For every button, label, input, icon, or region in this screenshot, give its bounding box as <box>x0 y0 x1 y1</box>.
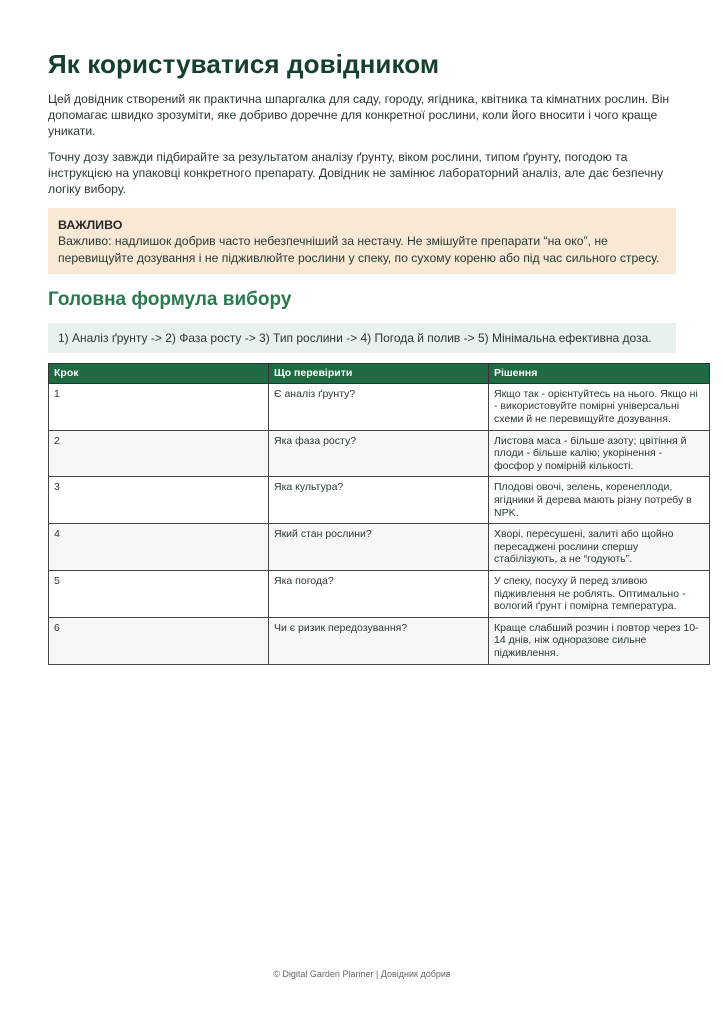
page-title: Як користуватися довідником <box>48 49 440 79</box>
cell-decision: Листова маса - більше азоту; цвітіння й плоди - більше калію; укорінення - фосфор у помірній кількості. <box>489 430 710 477</box>
document-page <box>48 44 699 665</box>
formula-box: 1) Аналіз ґрунту -> 2) Фаза росту -> 3) Тип рослини -> 4) Погода й полив -> 5) Мінімальна ефективна доза. <box>48 323 676 353</box>
cell-step: 5 <box>49 570 269 617</box>
cell-step: 1 <box>49 383 269 430</box>
cell-decision: У спеку, посуху й перед зливою підживлення не роблять. Оптимально - вологий ґрунт і помірна температура. <box>489 570 710 617</box>
important-callout <box>48 208 676 274</box>
callout-title: ВАЖЛИВО <box>58 218 123 233</box>
cell-decision: Хворі, пересушені, залиті або щойно пересаджені рослини спершу стабілізують, а не “годують”. <box>489 524 710 571</box>
cell-decision: Плодові овочі, зелень, коренеплоди, ягідники й дерева мають різну потребу в NPK. <box>489 477 710 524</box>
cell-decision: Якщо так - орієнтуйтесь на нього. Якщо ні - використовуйте помірні універсальні схеми й не перевищуйте дозування. <box>489 383 710 430</box>
table-row <box>49 617 710 664</box>
table-row <box>49 430 710 477</box>
cell-check: Чи є ризик передозування? <box>269 617 489 664</box>
header-decision: Рішення <box>489 363 710 383</box>
cell-step: 2 <box>49 430 269 477</box>
steps-table <box>48 363 710 665</box>
section-title: Головна формула вибору <box>48 288 292 310</box>
table-row <box>49 383 710 430</box>
cell-step: 4 <box>49 524 269 571</box>
cell-decision: Краще слабший розчин і повтор через 10-14 днів, ніж одноразове сильне підживлення. <box>489 617 710 664</box>
header-step: Крок <box>49 363 269 383</box>
page-footer: © Digital Garden Planner | Довідник добрив <box>273 969 451 979</box>
cell-check: Є аналіз ґрунту? <box>269 383 489 430</box>
cell-check: Яка культура? <box>269 477 489 524</box>
cell-check: Який стан рослини? <box>269 524 489 571</box>
cell-check: Яка фаза росту? <box>269 430 489 477</box>
header-check: Що перевірити <box>269 363 489 383</box>
cell-step: 3 <box>49 477 269 524</box>
intro-paragraph-2: Точну дозу завжди підбирайте за результатом аналізу ґрунту, віком рослини, типом ґрунту, погодою та інструкцією на упаковці конкретного препарату. Довідник не замінює лабораторний аналіз, але дає безпечну логіку вибору. <box>48 149 664 197</box>
table-row <box>49 477 710 524</box>
table-row <box>49 524 710 571</box>
callout-text: Важливо: надлишок добрив часто небезпечніший за нестачу. Не змішуйте препарати “на око”, не перевищуйте дозування і не підживлюйте рослини у спеку, по сухому кореню або під час сильного стресу. <box>58 234 660 265</box>
cell-check: Яка погода? <box>269 570 489 617</box>
cell-step: 6 <box>49 617 269 664</box>
table-header-row <box>49 363 710 383</box>
intro-paragraph-1: Цей довідник створений як практична шпаргалка для саду, городу, ягідника, квітника та кімнатних рослин. Він допомагає швидко зрозуміти, яке добриво доречне для конкретної рослини, коли його вносити і чого краще уникати. <box>48 92 670 139</box>
table-row <box>49 570 710 617</box>
